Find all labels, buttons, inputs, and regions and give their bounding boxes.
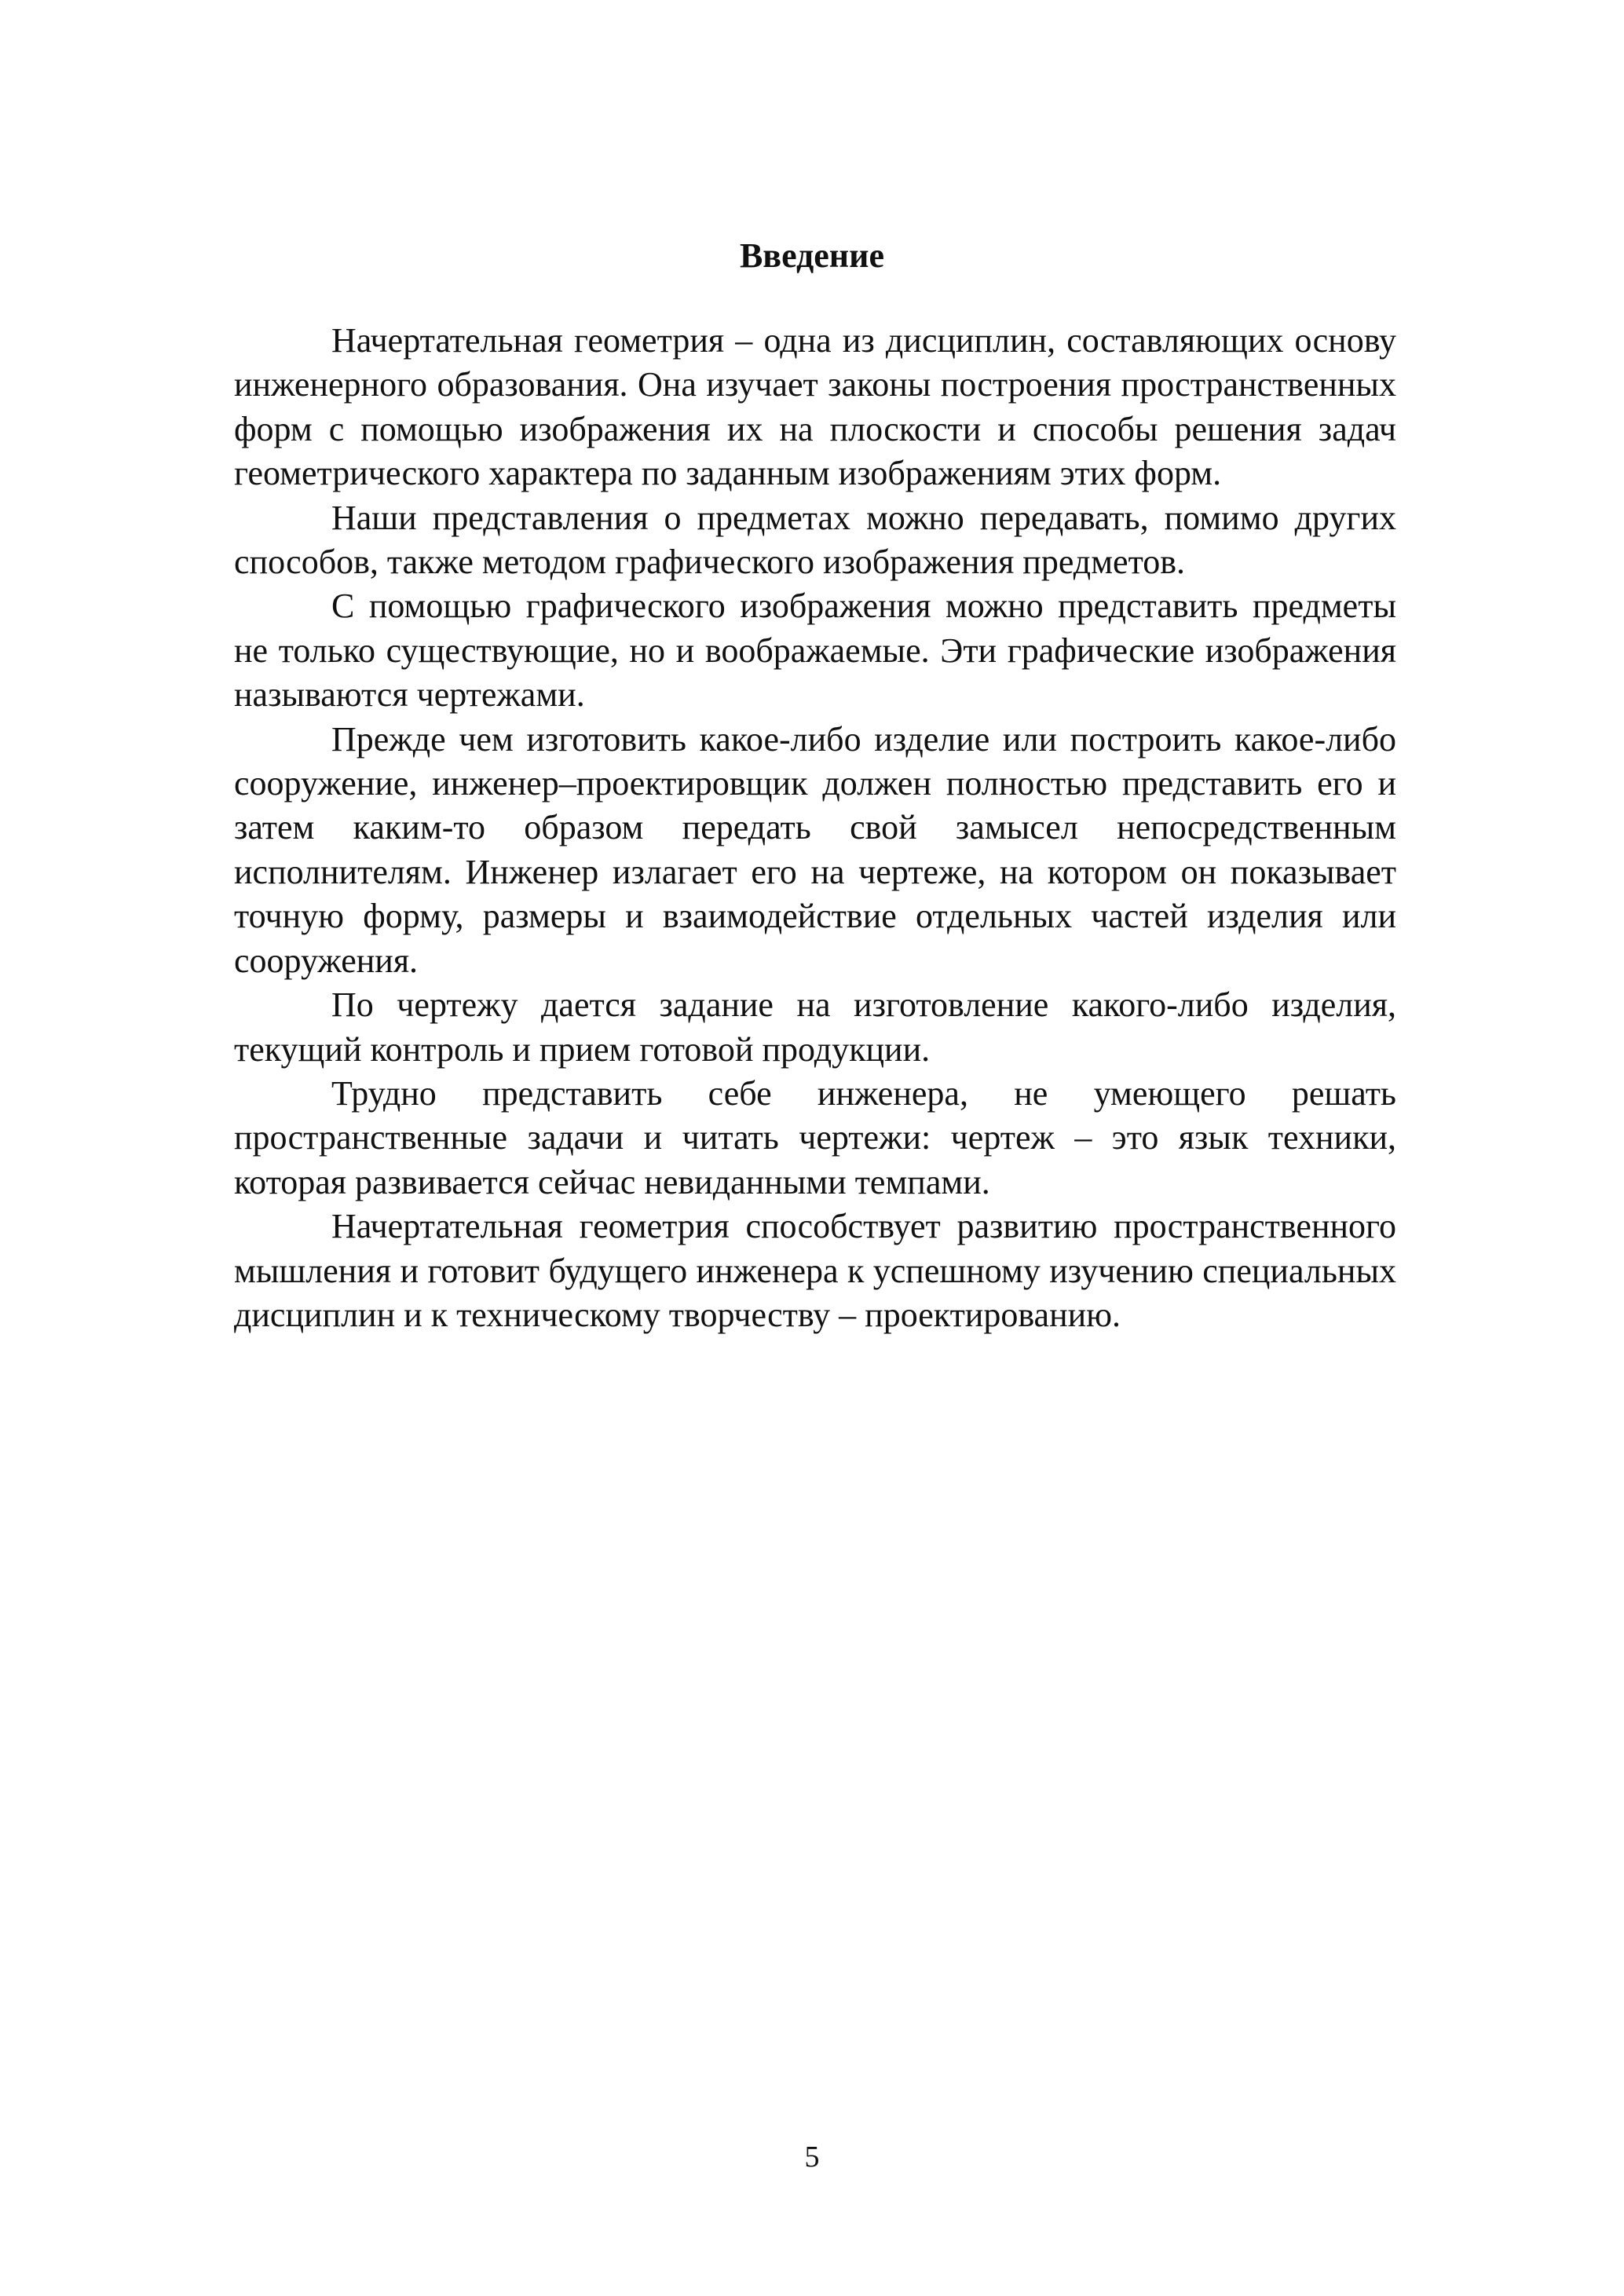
paragraph: Трудно представить себе инженера, не умеющего решать пространственные задачи и читать чертежи: чертеж – это язык техники, которая развивается сейчас невиданными темпами.	[234, 1073, 1396, 1201]
paragraph: Начертательная геометрия способствует развитию пространственного мышления и готовит будущего инженера к успешному изучению специальных дисциплин и к техническому творчеству – проектированию.	[234, 1207, 1396, 1334]
paragraph: Наши представления о предметах можно передавать, помимо других способов, также методом графического изображения предметов.	[234, 498, 1396, 582]
paragraph: С помощью графического изображения можно представить предметы не только существующие, но и воображаемые. Эти графические изображения называются чертежами.	[234, 587, 1396, 715]
paragraph: Прежде чем изготовить какое-либо изделие или построить какое-либо сооружение, инженер–проектировщик должен полностью представить его и затем каким-то образом передать свой замысел непосредственным исполнителям. Инженер излагает его на чертеже, на котором он показывает точную форму, размеры и взаимодействие отдельных частей изделия или сооружения.	[234, 719, 1396, 980]
page-title: Введение	[739, 236, 885, 275]
paragraph: По чертежу дается задание на изготовление какого-либо изделия, текущий контроль и прием готовой продукции.	[234, 985, 1396, 1069]
paragraph: Начертательная геометрия – одна из дисциплин, составляющих основу инженерного образования. Она изучает законы построения пространственных форм с помощью изображения их на плоскости и способы решения задач геометрического характера по заданным изображениям этих форм.	[234, 321, 1396, 493]
body-text	[234, 319, 1396, 1337]
page-number: 5	[804, 2141, 820, 2174]
